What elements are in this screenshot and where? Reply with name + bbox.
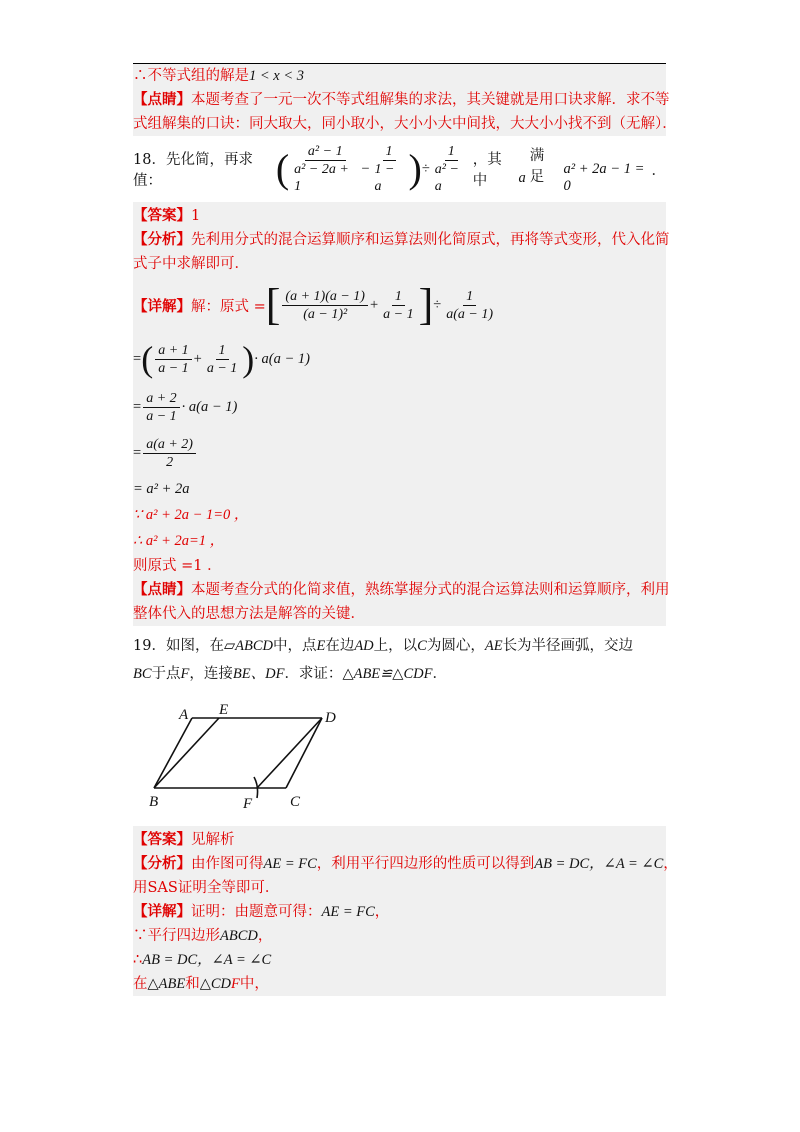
q18-statement: [133, 144, 666, 194]
step-5: = a² + 2a: [133, 481, 190, 497]
document-page: [133, 58, 678, 996]
s2-f1-den: a − 1: [158, 360, 189, 376]
q18-f2-num: 1: [383, 143, 396, 161]
q19-side-ad: AD: [354, 638, 374, 654]
parallelogram-figure: [133, 700, 666, 820]
q19-detail-3b: AB = DC，∠A = ∠C: [142, 952, 272, 968]
s2-f2-num: 1: [216, 342, 229, 360]
q18-comment-tag: 【点睛】: [133, 581, 191, 598]
q18-comment-2: 整体代入的思想方法是解答的关键．: [133, 606, 365, 622]
step3-tail: · a(a − 1): [181, 398, 238, 415]
q19-text-end: ．: [432, 666, 447, 682]
d-f1-num: (a + 1)(a − 1): [282, 288, 368, 306]
q19-segments: BE、DF: [232, 666, 285, 682]
detail-line: [133, 276, 666, 334]
detail-fraction-3: [443, 288, 496, 323]
divide-sign-2: ÷: [433, 296, 442, 313]
analysis-line-2: [133, 252, 666, 276]
q19-detail-3a: ∴: [133, 952, 143, 968]
q19-detail-4f: 中，: [239, 976, 269, 992]
plus-sign-2: +: [193, 350, 202, 367]
q19-analysis-1c: ，利用平行四边形的性质可以得到: [316, 856, 535, 872]
s3-num: a + 2: [143, 390, 179, 408]
q19-answer-value: 见解析: [191, 832, 235, 848]
condition-equation: a² + 2a − 1 = 0: [563, 161, 645, 194]
solution-inequality: 1 < x < 3: [249, 68, 305, 84]
analysis-tag: 【分析】: [133, 231, 191, 248]
bracket-close: ]: [418, 280, 434, 329]
paren-close: ): [408, 146, 422, 191]
q18-f1-den: a² − 2a + 1: [294, 162, 349, 194]
d-f3-den: a(a − 1): [446, 306, 494, 322]
q19-analysis-1b: AE = FC: [263, 856, 317, 872]
s4-num: a(a + 2): [143, 436, 196, 454]
step2-tail: · a(a − 1): [254, 350, 310, 367]
q19-text-g: 为圆心，: [426, 638, 485, 654]
plus-sign: +: [369, 296, 379, 313]
side-dc: [286, 718, 322, 788]
s4-den: 2: [166, 454, 174, 470]
comment-text-2: 式组解集的口诀：同大取大，同小取小，大小小大中间找，大大小小找不到（无解）．: [133, 116, 677, 132]
prev-solution-block: [133, 64, 677, 136]
q19-detail-4d: △CD: [199, 976, 232, 992]
d-f2-den: a − 1: [383, 306, 414, 322]
q19-detail-1b: AE = FC: [321, 904, 375, 920]
q19-detail-1c: ，: [374, 904, 390, 920]
label-b: B: [149, 794, 159, 810]
analysis-line-1: [133, 228, 670, 252]
q19-detail-2a: ∵平行四边形: [133, 928, 220, 944]
q18-prefix: 18．先化简，再求值：: [133, 152, 253, 189]
d-f2-num: 1: [392, 288, 405, 306]
answer-tag: 【答案】: [133, 207, 191, 224]
label-c: C: [290, 794, 301, 810]
q19-point-e: E: [316, 638, 326, 654]
paren-open-2: (: [141, 339, 154, 379]
q19-detail-2b: ABCD: [220, 928, 258, 944]
comment-text-1: 本题考查了一元一次不等式组解集的求法，其关键就是用口诀求解．求不等: [191, 92, 670, 108]
q19-detail-line-1: [133, 900, 666, 924]
q18-fraction-1: [291, 143, 359, 195]
q19-detail-line-2: [133, 924, 666, 948]
q19-detail-line-3: [133, 948, 666, 972]
step4-fraction: [143, 436, 196, 471]
period: ．: [651, 162, 666, 179]
q19-analysis-1e: ，: [663, 856, 678, 872]
q18-fraction-3: [432, 143, 471, 195]
q18-f2-den: 1 − a: [374, 162, 395, 194]
q19-analysis-1a: 由作图可得: [191, 856, 264, 872]
q19-analysis-tag: 【分析】: [133, 855, 191, 872]
q19-text-f: 上，以: [373, 638, 418, 654]
segment-df: [257, 718, 322, 788]
paren-close-2: ): [242, 339, 255, 379]
q19-text-2a: 于点: [151, 666, 181, 682]
q18-fraction-2: [372, 143, 407, 195]
q19-text-h: 长为半径画弧，交边: [502, 638, 634, 654]
figure-svg: [133, 700, 666, 812]
answer-value: 1: [191, 208, 201, 224]
q19-text-2b: ，连接: [189, 666, 233, 682]
q19-side-bc: BC: [133, 666, 152, 682]
q19-analysis-line-1: [133, 852, 678, 876]
step-4: [133, 430, 666, 476]
where-text: ，其中: [472, 152, 502, 189]
q19-line-2: [133, 660, 666, 688]
q19-text-d: 在边: [325, 638, 355, 654]
q19-detail-4c: 和: [185, 976, 200, 992]
q19-text-2c: ．求证：: [284, 666, 343, 682]
label-d: D: [325, 710, 336, 726]
detail-fraction-2: [380, 288, 416, 323]
step3-fraction: [143, 390, 179, 425]
q19-point-f: F: [180, 666, 190, 682]
solution-line: [133, 64, 666, 88]
q19-solution-block: [133, 826, 678, 996]
s2-f1-num: a + 1: [155, 342, 191, 360]
step2-fraction-1: [155, 342, 191, 377]
minus-sign: −: [361, 160, 370, 177]
q19-detail-2c: ，: [257, 928, 273, 944]
label-e: E: [219, 702, 229, 718]
therefore-text: ∴不等式组的解是: [133, 68, 249, 84]
paren-open: (: [275, 146, 290, 191]
d-f1-den: (a − 1)²: [303, 306, 348, 322]
q19-detail-1a: 证明：由题意可得：: [191, 904, 322, 920]
step-2: [133, 334, 666, 384]
detail-tag: 【详解】: [133, 297, 191, 315]
q19-analysis-line-2: 用SAS证明全等即可．: [133, 880, 280, 896]
satisfy-text: 满足: [529, 148, 545, 185]
var-a: a: [518, 169, 526, 186]
answer-line: [133, 204, 666, 228]
q19-detail-4a: 在: [133, 976, 148, 992]
bracket-open: [: [265, 280, 281, 329]
eq-sign: =: [133, 350, 142, 367]
q19-line-1: [133, 632, 666, 660]
eq-sign-3: =: [133, 398, 142, 415]
q18-comment-text-1: 本题考查分式的化简求值，熟练掌握分式的混合运算法则和运算顺序，利用: [191, 582, 670, 598]
therefore-line: ∴ a² + 2a=1 ，: [133, 533, 225, 549]
s3-den: a − 1: [146, 408, 177, 424]
result-line: 则原式 =1 ．: [133, 558, 222, 574]
step2-fraction-2: [204, 342, 240, 377]
eq-sign-4: =: [133, 444, 142, 461]
q18-solution-block: [133, 202, 670, 626]
comment-tag: 【点睛】: [133, 91, 191, 108]
q19-parallelogram: ▱ABCD: [223, 638, 273, 654]
because-line: ∵ a² + 2a − 1=0 ，: [133, 507, 249, 523]
q19-detail-line-4: [133, 972, 666, 996]
q18-f3-den: a² − a: [434, 162, 459, 194]
q19-detail-4b: △ABE: [147, 976, 186, 992]
q19-text-a: 19．如图，在: [133, 638, 224, 654]
label-f: F: [243, 796, 253, 812]
comment-line-2: [133, 112, 677, 136]
q18-f3-num: 1: [445, 143, 458, 161]
analysis-text-1: 先利用分式的混合运算顺序和运算法则化简原式，再将等式变形，代入化简: [191, 232, 670, 248]
label-a: A: [179, 707, 189, 723]
q19-congruence: △ABE≌△CDF: [342, 666, 433, 682]
q18-comment-1: [133, 578, 670, 602]
detail-fraction-1: [282, 288, 368, 323]
step-3: [133, 384, 666, 430]
q19-segment-ae: AE: [484, 638, 503, 654]
q19-detail-tag: 【详解】: [133, 903, 191, 920]
detail-start: 解：原式 =: [191, 298, 266, 315]
q19-answer-line: [133, 828, 666, 852]
s2-f2-den: a − 1: [206, 360, 238, 376]
q19-point-c: C: [417, 638, 427, 654]
analysis-text-2: 式子中求解即可．: [133, 256, 249, 272]
comment-line-1: [133, 88, 670, 112]
q19-analysis-1d: AB = DC，∠A = ∠C: [534, 856, 664, 872]
d-f3-num: 1: [463, 288, 476, 306]
q19-text-c: 中，点: [272, 638, 317, 654]
q18-f1-num: a² − 1: [305, 143, 346, 161]
divide-sign: ÷: [421, 160, 430, 177]
q19-answer-tag: 【答案】: [133, 831, 191, 848]
q19-detail-4e: F: [231, 976, 240, 992]
